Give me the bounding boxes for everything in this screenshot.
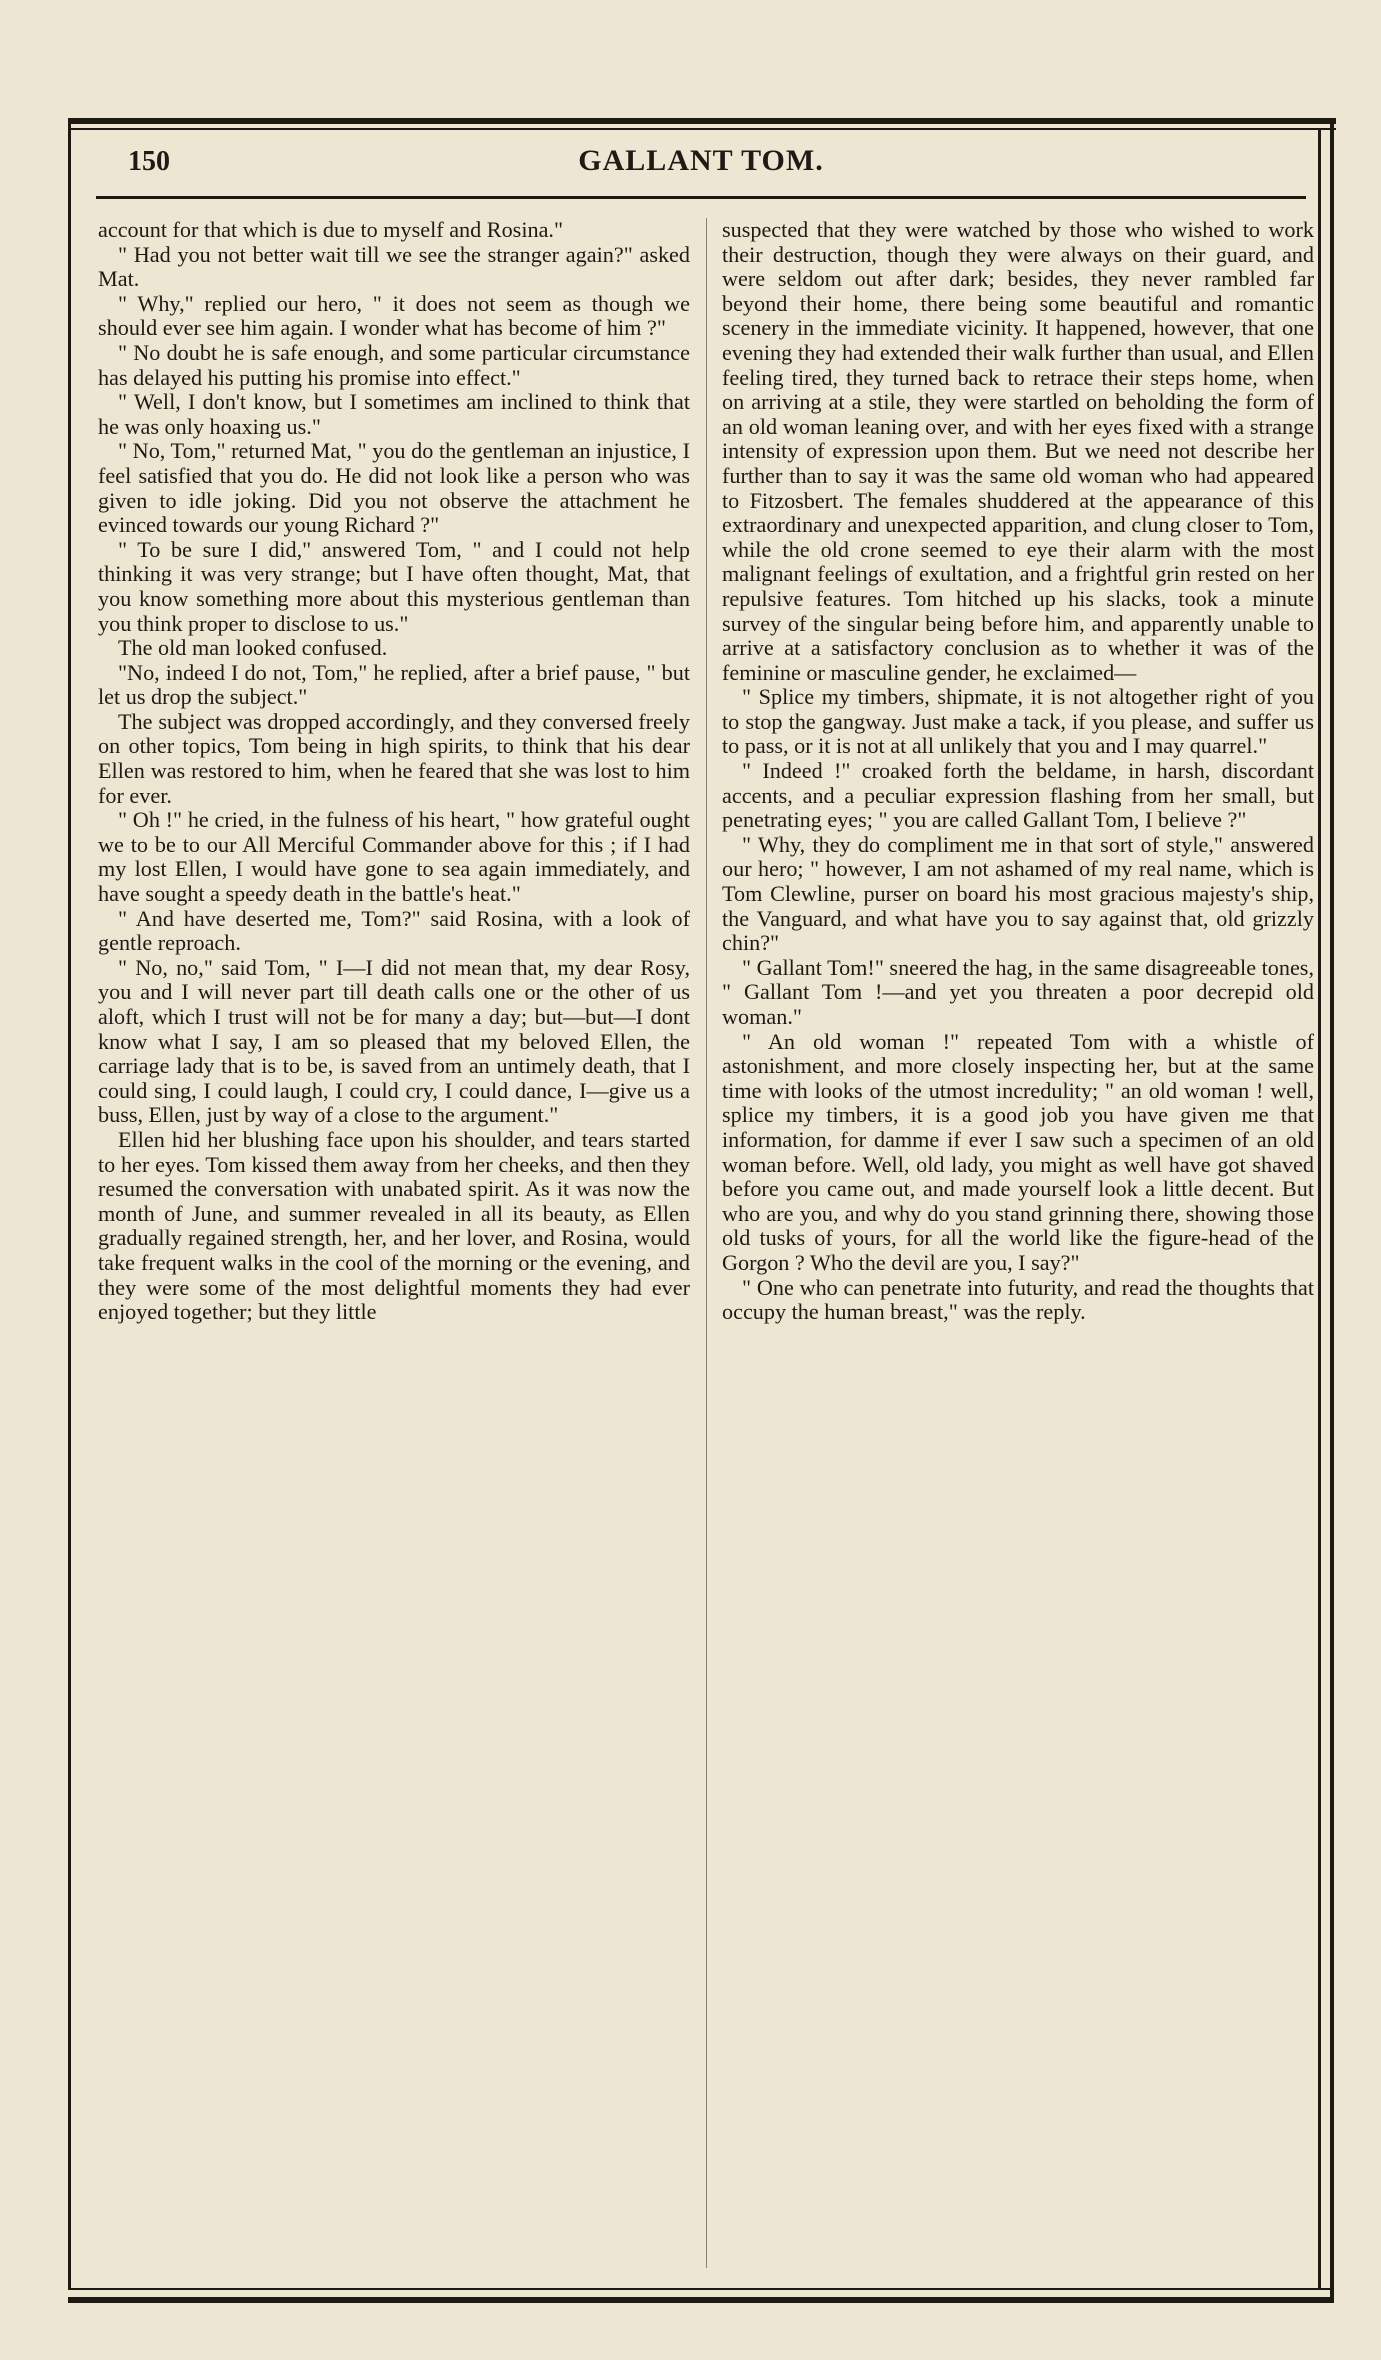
column-divider xyxy=(706,218,707,2268)
paragraph: " Well, I don't know, but I sometimes am inclined to think that he was only hoaxing us." xyxy=(98,389,690,439)
paragraph: " An old woman !" repeated Tom with a whistle of astonishment, and more closely inspecting her, but at the same time with looks of the utmost incredulity; " an old woman ! well, splice my timbers, it is a good job you have given me that information, for damme if ever I saw such a specimen of an old woman before. Well, old lady, you might as well have got shaved before you came out, and made yourself look a little decent. But who are you, and why do you stand grinning there, showing those old tusks of yours, for all the world like the figure-head of the Gorgon ? Who the devil are you, I say?" xyxy=(722,1028,1314,1275)
frame-bottom-rule xyxy=(68,2297,1334,2303)
frame-right-outer-rule xyxy=(1330,118,1334,2298)
running-header xyxy=(96,136,1306,192)
frame-left-rule xyxy=(68,118,71,2290)
running-title: GALLANT TOM. xyxy=(578,144,824,177)
paragraph: " No, Tom," returned Mat, " you do the gentleman an injustice, I feel satisfied that you do. He did not look like a person who was given to idle joking. Did you not observe the attachment he evinced towards our young Richard ?" xyxy=(98,438,690,538)
paragraph: " Gallant Tom!" sneered the hag, in the same disagreeable tones, " Gallant Tom !—and yet you threaten a poor decrepid old woman." xyxy=(722,954,1314,1029)
paragraph: " Indeed !" croaked forth the beldame, in harsh, discordant accents, and a peculiar expression flashing from her small, but penetrating eyes; " you are called Gallant Tom, I believe ?" xyxy=(722,758,1314,833)
paragraph: " Oh !" he cried, in the fulness of his heart, " how grateful ought we to be to our All Merciful Commander above for this ; if I had my lost Ellen, I would have gone to sea again immediately, and have sought a speedy death in the battle's heat." xyxy=(98,807,690,907)
text-column-left xyxy=(98,218,690,2280)
paragraph: " Why, they do compliment me in that sort of style," answered our hero; " however, I am not ashamed of my real name, which is Tom Clewline, purser on board his most gracious majesty's ship, the Vanguard, and what have you to say against that, old grizzly chin?" xyxy=(722,831,1314,956)
paragraph: Ellen hid her blushing face upon his shoulder, and tears started to her eyes. Tom kissed them away from her cheeks, and then they resumed the conversation with unabated spirit. As it was now the month of June, and summer revealed in all its beauty, as Ellen gradually regained strength, her, and her lover, and Rosina, would take frequent walks in the cool of the morning or the evening, and they were some of the most delightful moments they had ever enjoyed together; but they little xyxy=(98,1126,690,1325)
paragraph: " Had you not better wait till we see the stranger again?" asked Mat. xyxy=(98,241,690,292)
paragraph: The subject was dropped accordingly, and they conversed freely on other topics, Tom being in high spirits, to think that his dear Ellen was restored to him, when he feared that she was lost to him for ever. xyxy=(98,708,690,808)
paragraph: " Why," replied our hero, " it does not seem as though we should ever see him again. I wonder what has become of him ?" xyxy=(98,290,690,341)
paragraph: account for that which is due to myself and Rosina." xyxy=(98,218,564,242)
text-column-right xyxy=(722,218,1314,2280)
paragraph: " And have deserted me, Tom?" said Rosina, with a look of gentle reproach. xyxy=(98,905,690,956)
page-number: 150 xyxy=(128,146,170,177)
frame-bottom-thin-rule xyxy=(68,2288,1334,2290)
paragraph: " To be sure I did," answered Tom, " and I could not help thinking it was very strange; but I have often thought, Mat, that you know something more about this mysterious gentleman than you think proper to disclose to us." xyxy=(98,536,690,636)
paragraph: The old man looked confused. xyxy=(118,635,388,661)
header-rule xyxy=(96,196,1306,199)
paragraph: " One who can penetrate into futurity, and read the thoughts that occupy the human breast," was the reply. xyxy=(722,1274,1314,1325)
paragraph: " No doubt he is safe enough, and some particular circumstance has delayed his putting his promise into effect." xyxy=(98,339,690,390)
paragraph: "No, indeed I do not, Tom," he replied, after a brief pause, " but let us drop the subject." xyxy=(98,659,690,710)
paragraph: " Splice my timbers, shipmate, it is not altogether right of you to stop the gangway. Just make a tack, if you please, and suffer us to pass, or it is not at all unlikely that you and I may quarrel." xyxy=(722,684,1314,759)
frame-top-rule xyxy=(68,118,1336,124)
paragraph: suspected that they were watched by those who wished to work their destruction, though they were always on their guard, and were seldom out after dark; besides, they never rambled far beyond their home, there being some beautiful and romantic scenery in the immediate vicinity. It happened, however, that one evening they had extended their walk further than usual, and Ellen feeling tired, they turned back to retrace their steps home, when on arriving at a stile, they were startled on beholding the form of an old woman leaning over, and with her eyes fixed with a strange intensity of expression upon them. But we need not describe her further than to say it was the same old woman who had appeared to Fitzosbert. The females shuddered at the appearance of this extraordinary and unexpected apparition, and clung closer to Tom, while the old crone seemed to eye their alarm with the most malignant feelings of exultation, and a frightful grin rested on her repulsive features. Tom hitched up his slacks, took a minute survey of the singular being before him, and apparently unable to arrive at a satisfactory conclusion as to whether it was of the feminine or masculine gender, he exclaimed— xyxy=(722,218,1314,685)
paragraph: " No, no," said Tom, " I—I did not mean that, my dear Rosy, you and I will never part till death calls one or the other of us aloft, which I trust will not be for many a day; but—but—I dont know what I say, I am so pleased that my beloved Ellen, the carriage lady that is to be, is saved from an untimely death, that I could sing, I could laugh, I could cry, I could dance, I—give us a buss, Ellen, just by way of a close to the argument." xyxy=(98,954,690,1128)
frame-top-thin-rule xyxy=(68,128,1336,130)
frame-right-inner-rule xyxy=(1318,130,1321,2290)
